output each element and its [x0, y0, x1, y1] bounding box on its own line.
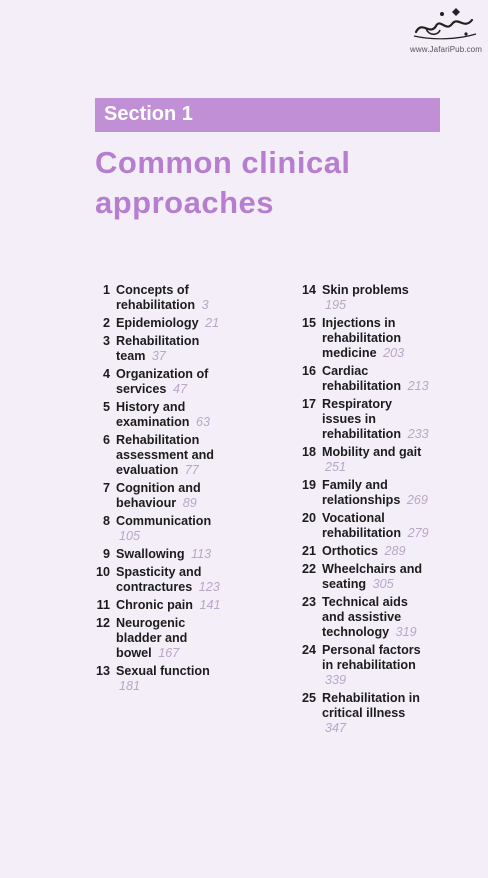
chapter-number: 23 — [301, 595, 316, 609]
toc-entry[interactable] — [94, 514, 221, 544]
chapter-title: Rehabilitation team — [116, 334, 200, 363]
toc-entry[interactable] — [94, 283, 221, 313]
section-title-line-1: Common clinical — [95, 145, 351, 180]
publisher-logo — [408, 6, 484, 52]
chapter-number: 22 — [301, 562, 316, 576]
chapter-title: Rehabilitation in critical illness — [322, 691, 420, 720]
toc-entry[interactable] — [94, 400, 221, 430]
chapter-number: 5 — [102, 400, 110, 414]
toc-entry[interactable] — [300, 511, 430, 541]
chapter-page-number: 37 — [151, 349, 166, 363]
section-title-line-2: approaches — [95, 185, 275, 220]
chapter-number: 18 — [301, 445, 316, 459]
chapter-number: 21 — [301, 544, 316, 558]
toc-entry[interactable] — [94, 367, 221, 397]
chapter-page-number: 63 — [195, 415, 210, 429]
toc-entry[interactable] — [300, 691, 430, 736]
chapter-title: Wheelchairs and seating — [322, 562, 423, 591]
chapter-page-number: 339 — [325, 673, 347, 687]
chapter-title: Concepts of rehabilitation — [116, 283, 196, 312]
calligraphy-logo-icon — [412, 6, 478, 40]
toc-entry[interactable] — [94, 334, 221, 364]
chapter-title: Cognition and behaviour — [116, 481, 201, 510]
chapter-page-number: 77 — [184, 463, 199, 477]
chapter-number: 3 — [102, 334, 110, 348]
chapter-number: 10 — [95, 565, 110, 579]
chapter-number: 25 — [301, 691, 316, 705]
chapter-title: Cardiac rehabilitation — [322, 364, 402, 393]
chapter-page-number: 3 — [201, 298, 209, 312]
chapter-title: Injections in rehabilitation medicine — [322, 316, 402, 360]
chapter-title: Personal factors in rehabilitation — [322, 643, 421, 672]
chapter-title: Mobility and gait — [322, 445, 422, 459]
chapter-title: Respiratory issues in rehabilitation — [322, 397, 402, 441]
chapter-number: 6 — [102, 433, 110, 447]
chapter-page-number: 305 — [372, 577, 394, 591]
toc-column-right — [300, 283, 470, 739]
chapter-page-number: 123 — [198, 580, 220, 594]
chapter-number: 15 — [301, 316, 316, 330]
toc-entry[interactable] — [300, 283, 430, 313]
toc-entry[interactable] — [300, 562, 430, 592]
chapter-title: Spasticity and contractures — [116, 565, 202, 594]
chapter-title: Family and relationships — [322, 478, 401, 507]
toc-entry[interactable] — [94, 316, 221, 331]
chapter-title: Vocational rehabilitation — [322, 511, 402, 540]
chapter-page-number: 105 — [119, 529, 141, 543]
chapter-title: Technical aids and assistive technology — [322, 595, 408, 639]
chapter-number: 4 — [102, 367, 110, 381]
chapter-number: 12 — [95, 616, 110, 630]
toc-entry[interactable] — [300, 364, 430, 394]
toc-entry[interactable] — [300, 316, 430, 361]
chapter-page-number: 233 — [407, 427, 429, 441]
chapter-number: 8 — [102, 514, 110, 528]
chapter-title: History and examination — [116, 400, 190, 429]
chapter-title: Skin problems — [322, 283, 409, 297]
toc-entry[interactable] — [94, 616, 221, 661]
chapter-number: 14 — [301, 283, 316, 297]
toc-entry[interactable] — [300, 643, 430, 688]
chapter-page-number: 141 — [199, 598, 221, 612]
toc-entry[interactable] — [94, 433, 221, 478]
chapter-page-number: 113 — [191, 547, 212, 561]
chapter-title: Organization of services — [116, 367, 209, 396]
chapter-number: 9 — [102, 547, 110, 561]
toc-entry[interactable] — [300, 478, 430, 508]
chapter-title: Rehabilitation assessment and evaluation — [116, 433, 215, 477]
chapter-number: 1 — [102, 283, 110, 297]
chapter-page-number: 89 — [182, 496, 197, 510]
section-label: Section 1 — [104, 103, 193, 125]
toc-entry[interactable] — [300, 595, 430, 640]
chapter-number: 11 — [96, 598, 110, 612]
chapter-page-number: 47 — [172, 382, 187, 396]
chapter-page-number: 181 — [119, 679, 141, 693]
publisher-url: www.JafariPub.com — [410, 45, 482, 54]
chapter-page-number: 213 — [407, 379, 429, 393]
chapter-title: Chronic pain — [116, 598, 193, 612]
chapter-number: 16 — [301, 364, 316, 378]
chapter-number: 24 — [301, 643, 316, 657]
chapter-number: 19 — [301, 478, 316, 492]
chapter-page-number: 319 — [395, 625, 417, 639]
chapter-title: Neurogenic bladder and bowel — [116, 616, 188, 660]
section-title — [95, 143, 455, 223]
chapter-number: 7 — [102, 481, 110, 495]
chapter-number: 20 — [301, 511, 316, 525]
chapter-page-number: 203 — [383, 346, 405, 360]
chapter-page-number: 251 — [325, 460, 347, 474]
chapter-page-number: 269 — [406, 493, 428, 507]
chapter-number: 2 — [102, 316, 110, 330]
chapter-title: Communication — [116, 514, 212, 528]
toc-entry[interactable] — [94, 598, 221, 613]
chapter-page-number: 21 — [205, 316, 220, 330]
toc-entry[interactable] — [300, 397, 430, 442]
chapter-page-number: 347 — [325, 721, 347, 735]
toc-column-left — [94, 283, 254, 697]
chapter-page-number: 195 — [325, 298, 347, 312]
chapter-page-number: 289 — [384, 544, 406, 558]
section-banner — [95, 98, 440, 132]
chapter-title: Epidemiology — [116, 316, 199, 330]
chapter-page-number: 279 — [407, 526, 429, 540]
toc-entry[interactable] — [300, 445, 430, 475]
toc-entry[interactable] — [94, 547, 221, 562]
toc-entry[interactable] — [300, 544, 430, 559]
chapter-page-number: 167 — [158, 646, 180, 660]
toc-entry[interactable] — [94, 565, 221, 595]
chapter-title: Orthotics — [322, 544, 378, 558]
chapter-number: 13 — [95, 664, 110, 678]
chapter-title: Sexual function — [116, 664, 210, 678]
toc-entry[interactable] — [94, 664, 221, 694]
toc-entry[interactable] — [94, 481, 221, 511]
chapter-title: Swallowing — [116, 547, 185, 561]
chapter-number: 17 — [301, 397, 316, 411]
